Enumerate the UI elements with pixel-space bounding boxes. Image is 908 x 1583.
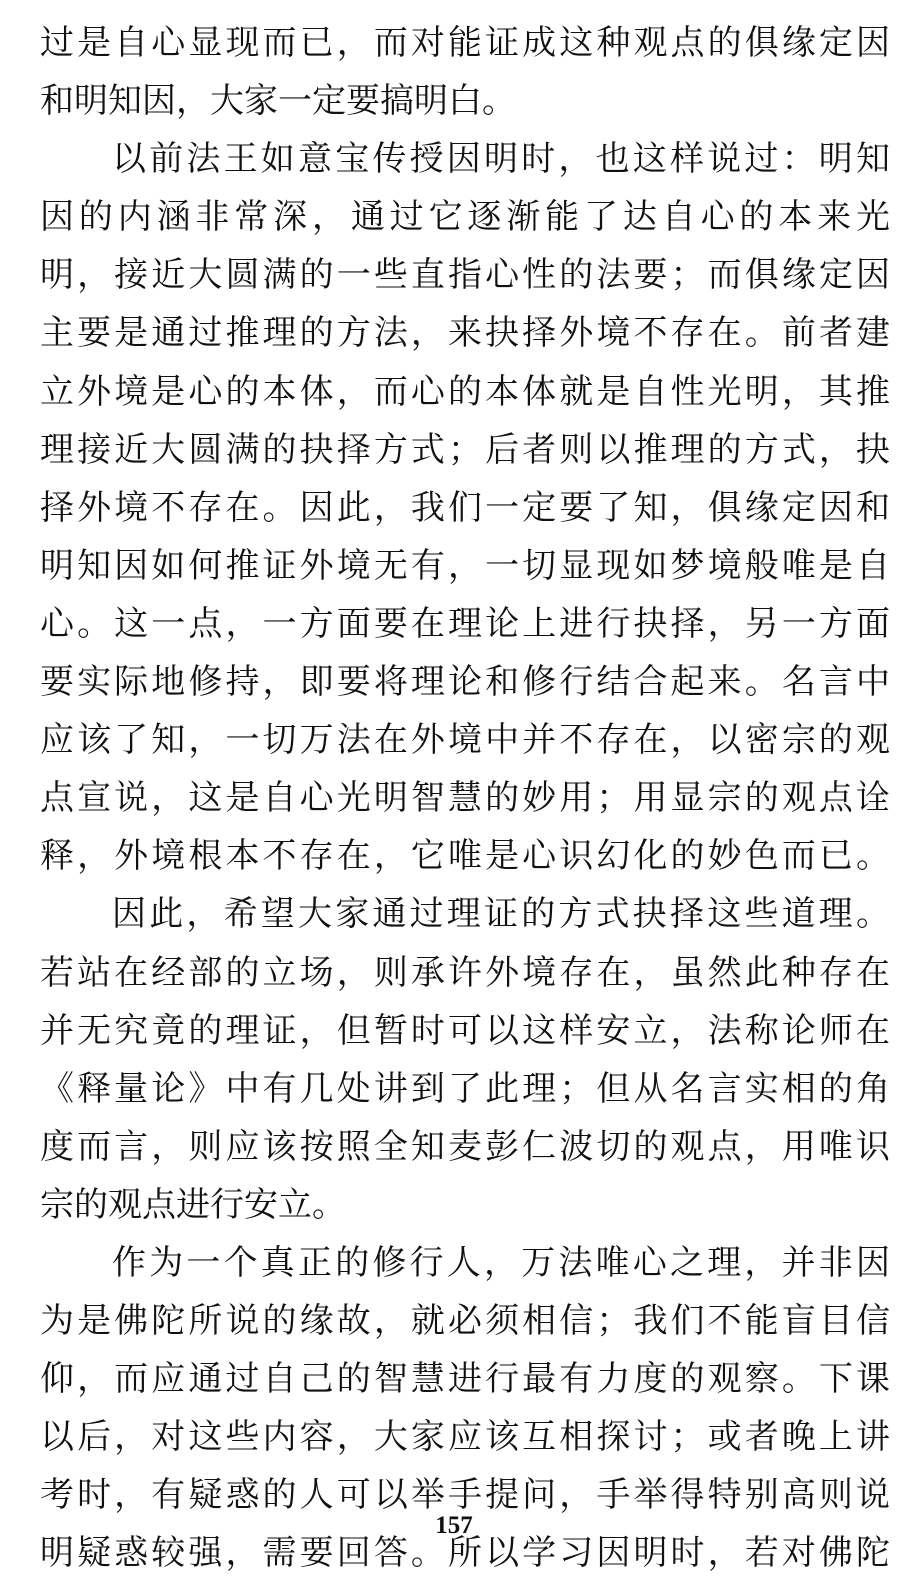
text-line: 和明知因，大家一定要搞明白。 bbox=[40, 81, 516, 122]
page-number: 157 bbox=[435, 1512, 473, 1539]
text-line: 仰，而应通过自己的智慧进行最有力度的观察。下课 bbox=[40, 1359, 890, 1400]
text-line: 作为一个真正的修行人，万法唯心之理，并非因 bbox=[112, 1242, 890, 1283]
text-line: 因的内涵非常深，通过它逐渐能了达自心的本来光 bbox=[40, 197, 890, 238]
text-line: 为是佛陀所说的缘故，就必须相信；我们不能盲目信 bbox=[40, 1301, 890, 1342]
text-line: 理接近大圆满的抉择方式；后者则以推理的方式，抉 bbox=[40, 429, 890, 470]
text-line: 度而言，则应该按照全知麦彭仁波切的观点，用唯识 bbox=[40, 1126, 890, 1167]
text-line: 点宣说，这是自心光明智慧的妙用；用显宗的观点诠 bbox=[40, 778, 890, 819]
text-line: 以后，对这些内容，大家应该互相探讨；或者晚上讲 bbox=[40, 1417, 890, 1458]
text-line: 择外境不存在。因此，我们一定要了知，俱缘定因和 bbox=[40, 487, 890, 528]
text-line: 明知因如何推证外境无有，一切显现如梦境般唯是自 bbox=[40, 545, 890, 586]
text-line: 以前法王如意宝传授因明时，也这样说过：明知 bbox=[112, 139, 890, 180]
text-line: 因此，希望大家通过理证的方式抉择这些道理。 bbox=[112, 894, 890, 935]
text-line: 应该了知，一切万法在外境中并不存在，以密宗的观 bbox=[40, 720, 890, 761]
text-line: 立外境是心的本体，而心的本体就是自性光明，其推 bbox=[40, 371, 890, 412]
text-line: 主要是通过推理的方法，来抉择外境不存在。前者建 bbox=[40, 313, 890, 354]
text-line: 《释量论》中有几处讲到了此理；但从名言实相的角 bbox=[40, 1068, 890, 1109]
text-line: 过是自心显现而已，而对能证成这种观点的俱缘定因 bbox=[40, 23, 890, 63]
text-line: 要实际地修持，即要将理论和修行结合起来。名言中 bbox=[40, 662, 890, 703]
text-line: 宗的观点进行安立。 bbox=[40, 1184, 346, 1225]
text-line: 心。这一点，一方面要在理论上进行抉择，另一方面 bbox=[40, 603, 890, 644]
text-line: 释，外境根本不存在，它唯是心识幻化的妙色而已。 bbox=[40, 836, 890, 877]
text-line: 并无究竟的理证，但暂时可以这样安立，法称论师在 bbox=[40, 1010, 890, 1051]
text-line: 若站在经部的立场，则承许外境存在，虽然此种存在 bbox=[40, 952, 890, 993]
text-line: 考时，有疑惑的人可以举手提问，手举得特别高则说 bbox=[40, 1475, 890, 1516]
body-text bbox=[40, 14, 890, 1583]
text-line: 明，接近大圆满的一些直指心性的法要；而俱缘定因 bbox=[40, 255, 890, 296]
text-line: 明疑惑较强，需要回答。所以学习因明时，若对佛陀 bbox=[40, 1533, 890, 1574]
